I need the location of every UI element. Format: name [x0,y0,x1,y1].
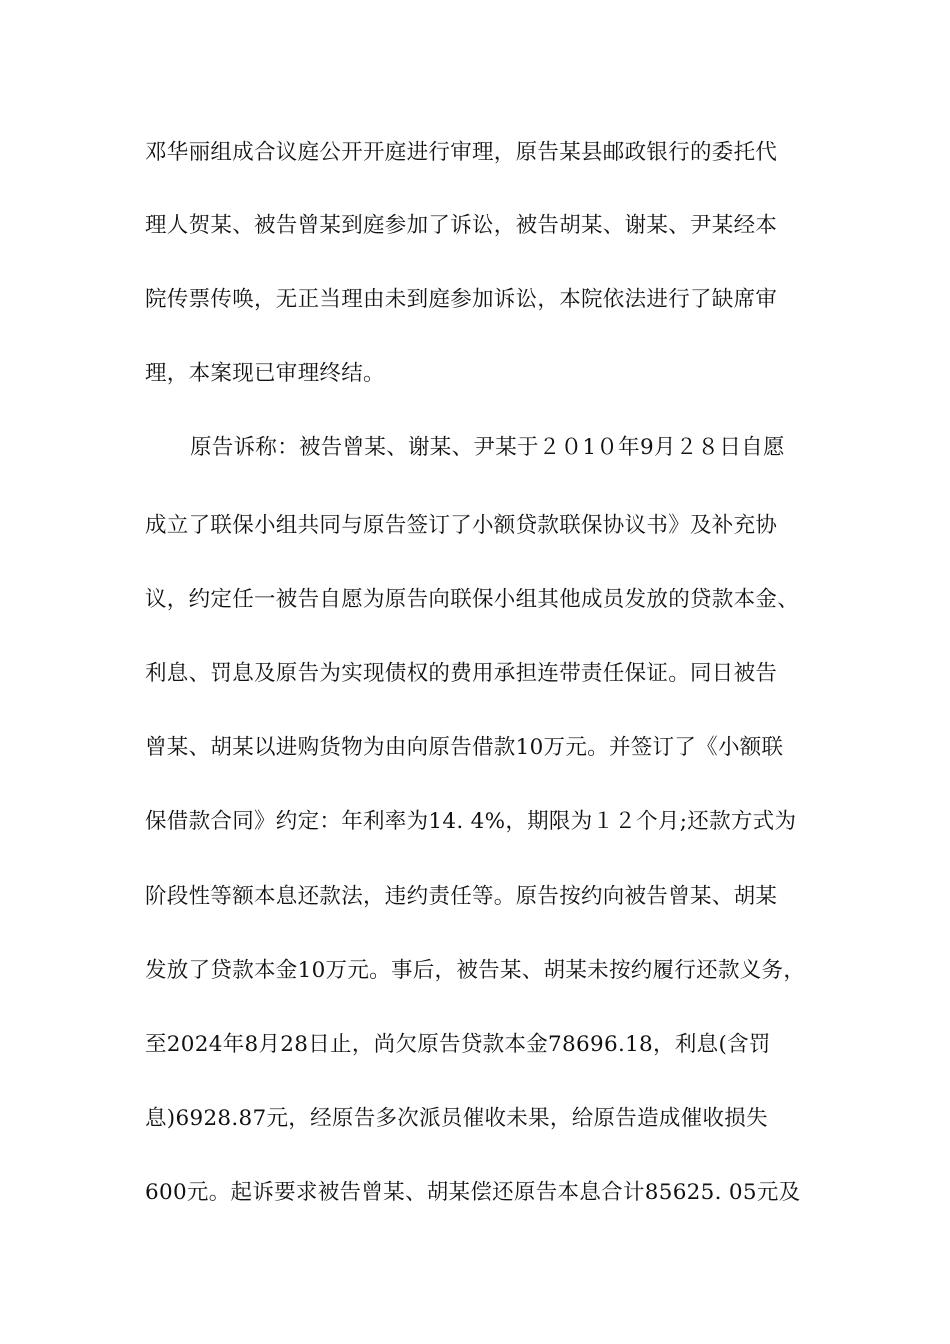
text-line: 阶段性等额本息还款法，违约责任等。原告按约向被告曾某、胡某 [145,884,778,909]
paragraph-first-line: 原告诉称：被告曾某、谢某、尹某于２０1０年9月２８日自愿 [190,435,785,460]
text-line: 至2024年8月28日止，尚欠原告贷款本金78696.18，利息(含罚 [145,1032,771,1057]
text-line: 理人贺某、被告曾某到庭参加了诉讼，被告胡某、谢某、尹某经本 [145,213,778,238]
text-line: 600元。起诉要求被告曾某、胡某偿还原告本息合计85625. 05元及 [145,1180,801,1205]
text-line: 理，本案现已审理终结。 [145,361,385,386]
text-line: 邓华丽组成合议庭公开开庭进行审理，原告某县邮政银行的委托代 [145,140,778,165]
text-line: 保借款合同》约定：年利率为14. 4%，期限为１２个月;还款方式为 [145,809,797,834]
text-line: 院传票传唤，无正当理由未到庭参加诉讼，本院依法进行了缺席审 [145,287,778,312]
text-line: 成立了联保小组共同与原告签订了小额贷款联保协议书》及补充协 [145,513,778,538]
text-line: 曾某、胡某以进购货物为由向原告借款10万元。并签订了《小额联 [145,735,784,760]
text-line: 利息、罚息及原告为实现债权的费用承担连带责任保证。同日被告 [145,661,778,686]
text-line: 议，约定任一被告自愿为原告向联保小组其他成员发放的贷款本金、 [145,587,800,612]
text-line: 发放了贷款本金10万元。事后，被告某、胡某未按约履行还款义务， [145,958,806,983]
text-line: 息)6928.87元，经原告多次派员催收未果，给原告造成催收损失 [145,1106,768,1131]
